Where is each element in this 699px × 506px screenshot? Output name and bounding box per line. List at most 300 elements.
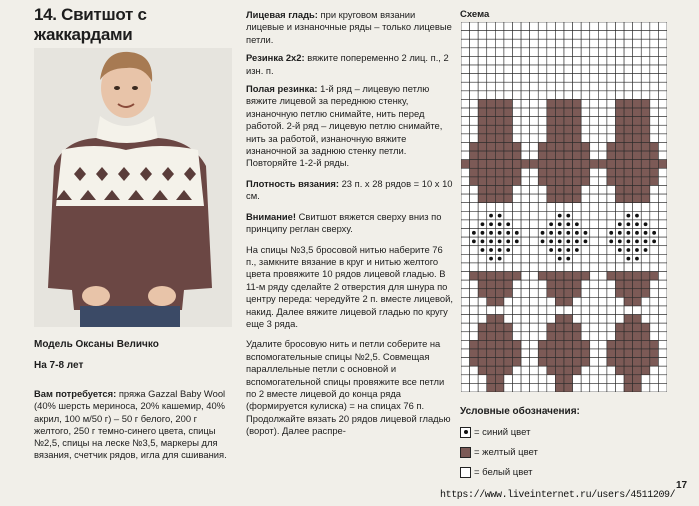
chart-cell	[530, 31, 539, 40]
chart-cell	[487, 263, 496, 272]
chart-cell	[530, 142, 539, 151]
chart-cell	[590, 289, 599, 298]
chart-cell	[633, 39, 642, 48]
chart-cell	[624, 203, 633, 212]
chart-cell	[538, 315, 547, 324]
chart-cell	[607, 48, 616, 57]
chart-cell	[590, 306, 599, 315]
chart-cell	[658, 142, 667, 151]
chart-cell	[573, 332, 582, 341]
chart-cell	[478, 366, 487, 375]
legend-item-blue	[460, 425, 530, 439]
chart-cell	[573, 168, 582, 177]
chart-cell	[598, 297, 607, 306]
chart-cell	[478, 280, 487, 289]
chart-cell	[616, 263, 625, 272]
chart-cell	[598, 142, 607, 151]
chart-cell	[581, 289, 590, 298]
chart-cell	[581, 31, 590, 40]
chart-cell	[513, 375, 522, 384]
chart-cell	[590, 142, 599, 151]
chart-cell	[650, 177, 659, 186]
chart-cell	[650, 297, 659, 306]
chart-cell	[530, 211, 539, 220]
chart-cell	[616, 280, 625, 289]
jacquard-chart	[461, 22, 667, 392]
chart-cell	[538, 142, 547, 151]
chart-cell	[658, 185, 667, 194]
chart-cell	[495, 366, 504, 375]
chart-cell	[658, 203, 667, 212]
chart-cell	[650, 220, 659, 229]
rib-paragraph	[246, 52, 454, 77]
chart-cell	[633, 168, 642, 177]
chart-cell	[607, 160, 616, 169]
chart-dot	[644, 240, 648, 244]
chart-dot	[618, 240, 622, 244]
chart-cell	[530, 375, 539, 384]
chart-cell	[547, 74, 556, 83]
chart-cell	[555, 22, 564, 31]
chart-cell	[530, 125, 539, 134]
chart-cell	[538, 134, 547, 143]
chart-dot	[618, 231, 622, 235]
chart-cell	[495, 315, 504, 324]
chart-cell	[633, 91, 642, 100]
chart-cell	[564, 82, 573, 91]
chart-cell	[658, 117, 667, 126]
chart-cell	[555, 168, 564, 177]
chart-cell	[581, 151, 590, 160]
chart-dot	[626, 240, 630, 244]
chart-cell	[607, 82, 616, 91]
chart-cell	[513, 185, 522, 194]
chart-cell	[581, 297, 590, 306]
chart-cell	[598, 151, 607, 160]
chart-cell	[564, 117, 573, 126]
chart-cell	[504, 134, 513, 143]
chart-cell	[624, 65, 633, 74]
chart-cell	[598, 306, 607, 315]
chart-dot	[566, 222, 570, 226]
chart-cell	[521, 358, 530, 367]
chart-cell	[495, 358, 504, 367]
chart-cell	[521, 340, 530, 349]
chart-cell	[573, 263, 582, 272]
chart-cell	[607, 125, 616, 134]
chart-cell	[598, 177, 607, 186]
chart-cell	[504, 263, 513, 272]
chart-cell	[461, 246, 470, 255]
chart-cell	[607, 280, 616, 289]
step2-paragraph: Удалите бросовую нить и петли соберите на вспомогательные спицы №2,5. Совмещая параллельные петли с основной и вспомогательной спицы провяжите все петли по 2 вместе лицевой до конца ряда (формируется кулиска) = на спицах 76 п. Продолжайте вязать 20 рядов лицевой гладью (ворот). Далее распре-	[246, 338, 451, 437]
chart-cell	[581, 56, 590, 65]
chart-cell	[581, 39, 590, 48]
chart-cell	[538, 151, 547, 160]
chart-cell	[650, 272, 659, 281]
chart-dot	[506, 240, 510, 244]
chart-cell	[478, 108, 487, 117]
chart-cell	[521, 263, 530, 272]
chart-cell	[598, 185, 607, 194]
chart-cell	[590, 375, 599, 384]
chart-cell	[658, 151, 667, 160]
chart-cell	[555, 366, 564, 375]
chart-cell	[555, 99, 564, 108]
chart-cell	[487, 39, 496, 48]
chart-cell	[487, 48, 496, 57]
chart-cell	[530, 263, 539, 272]
chart-dot	[489, 240, 493, 244]
chart-cell	[658, 280, 667, 289]
chart-cell	[487, 297, 496, 306]
chart-cell	[650, 65, 659, 74]
chart-cell	[581, 194, 590, 203]
chart-cell	[470, 31, 479, 40]
chart-cell	[573, 349, 582, 358]
chart-cell	[650, 82, 659, 91]
chart-cell	[478, 117, 487, 126]
chart-cell	[547, 160, 556, 169]
chart-cell	[530, 246, 539, 255]
chart-cell	[633, 272, 642, 281]
chart-cell	[658, 254, 667, 263]
chart-cell	[598, 375, 607, 384]
chart-dot	[489, 231, 493, 235]
chart-cell	[530, 272, 539, 281]
chart-cell	[633, 142, 642, 151]
chart-cell	[487, 383, 496, 392]
chart-cell	[590, 315, 599, 324]
chart-cell	[530, 74, 539, 83]
chart-cell	[624, 108, 633, 117]
chart-cell	[470, 48, 479, 57]
chart-cell	[616, 211, 625, 220]
chart-cell	[658, 375, 667, 384]
chart-cell	[461, 185, 470, 194]
chart-cell	[487, 168, 496, 177]
chart-cell	[581, 142, 590, 151]
chart-cell	[530, 220, 539, 229]
chart-cell	[616, 125, 625, 134]
chart-cell	[564, 31, 573, 40]
stockinette-paragraph	[246, 9, 454, 46]
chart-cell	[495, 56, 504, 65]
chart-cell	[513, 117, 522, 126]
chart-cell	[538, 31, 547, 40]
chart-cell	[607, 306, 616, 315]
chart-cell	[641, 306, 650, 315]
chart-cell	[547, 332, 556, 341]
chart-cell	[564, 185, 573, 194]
chart-cell	[573, 22, 582, 31]
watermark-url: https://www.liveinternet.ru/users/4511209/	[440, 490, 676, 501]
chart-cell	[513, 74, 522, 83]
chart-cell	[478, 203, 487, 212]
chart-cell	[624, 125, 633, 134]
chart-cell	[470, 99, 479, 108]
chart-cell	[573, 117, 582, 126]
chart-cell	[504, 297, 513, 306]
chart-cell	[658, 366, 667, 375]
chart-cell	[598, 349, 607, 358]
chart-cell	[555, 349, 564, 358]
chart-cell	[624, 134, 633, 143]
chart-cell	[521, 280, 530, 289]
chart-cell	[495, 185, 504, 194]
chart-cell	[581, 366, 590, 375]
chart-cell	[658, 349, 667, 358]
chart-dot	[626, 214, 630, 218]
chart-cell	[624, 74, 633, 83]
chart-cell	[581, 254, 590, 263]
chart-cell	[538, 65, 547, 74]
chart-cell	[470, 194, 479, 203]
chart-cell	[470, 315, 479, 324]
chart-cell	[513, 254, 522, 263]
chart-dot	[489, 214, 493, 218]
chart-cell	[470, 125, 479, 134]
chart-cell	[590, 323, 599, 332]
chart-cell	[633, 31, 642, 40]
chart-cell	[633, 194, 642, 203]
chart-cell	[607, 366, 616, 375]
chart-cell	[590, 194, 599, 203]
chart-cell	[650, 194, 659, 203]
chart-cell	[598, 48, 607, 57]
chart-cell	[495, 39, 504, 48]
chart-cell	[633, 340, 642, 349]
chart-cell	[504, 306, 513, 315]
legend-label-blue: = синий цвет	[474, 426, 531, 438]
chart-cell	[658, 340, 667, 349]
chart-cell	[495, 125, 504, 134]
chart-cell	[538, 177, 547, 186]
chart-cell	[624, 340, 633, 349]
chart-cell	[521, 229, 530, 238]
chart-cell	[581, 315, 590, 324]
chart-cell	[513, 22, 522, 31]
chart-cell	[538, 211, 547, 220]
chart-cell	[530, 177, 539, 186]
chart-cell	[555, 108, 564, 117]
chart-cell	[607, 349, 616, 358]
chart-cell	[547, 306, 556, 315]
chart-cell	[590, 272, 599, 281]
chart-cell	[478, 91, 487, 100]
chart-cell	[650, 91, 659, 100]
chart-cell	[495, 108, 504, 117]
chart-cell	[607, 323, 616, 332]
chart-dot	[575, 222, 579, 226]
chart-cell	[487, 203, 496, 212]
chart-cell	[658, 65, 667, 74]
chart-cell	[461, 340, 470, 349]
chart-cell	[650, 117, 659, 126]
chart-cell	[573, 323, 582, 332]
chart-cell	[590, 22, 599, 31]
chart-cell	[650, 289, 659, 298]
chart-cell	[530, 306, 539, 315]
chart-cell	[598, 246, 607, 255]
chart-cell	[633, 332, 642, 341]
chart-cell	[504, 375, 513, 384]
chart-cell	[573, 280, 582, 289]
chart-cell	[658, 99, 667, 108]
chart-cell	[487, 185, 496, 194]
rib-text: вяжите попеременно 2 лиц. п., 2 изн. п.	[246, 52, 449, 76]
chart-cell	[461, 211, 470, 220]
chart-dot	[506, 248, 510, 252]
chart-cell	[478, 263, 487, 272]
chart-cell	[573, 74, 582, 83]
chart-dot	[626, 222, 630, 226]
chart-cell	[487, 194, 496, 203]
stockinette-text: при круговом вязании лицевые и изнаночные ряды – только лицевые петли.	[246, 9, 452, 45]
chart-cell	[590, 280, 599, 289]
chart-cell	[658, 22, 667, 31]
chart-cell	[538, 160, 547, 169]
chart-cell	[616, 99, 625, 108]
chart-cell	[504, 254, 513, 263]
chart-cell	[641, 125, 650, 134]
chart-cell	[555, 65, 564, 74]
chart-cell	[470, 246, 479, 255]
chart-cell	[607, 91, 616, 100]
chart-cell	[538, 39, 547, 48]
chart-cell	[590, 263, 599, 272]
chart-cell	[530, 168, 539, 177]
chart-cell	[461, 56, 470, 65]
chart-dot	[472, 231, 476, 235]
chart-cell	[573, 358, 582, 367]
chart-cell	[633, 82, 642, 91]
chart-dot	[635, 231, 639, 235]
chart-cell	[538, 366, 547, 375]
chart-cell	[624, 82, 633, 91]
chart-cell	[470, 91, 479, 100]
chart-cell	[641, 31, 650, 40]
chart-cell	[487, 108, 496, 117]
chart-cell	[564, 375, 573, 384]
chart-cell	[598, 220, 607, 229]
chart-cell	[581, 375, 590, 384]
chart-cell	[590, 48, 599, 57]
chart-cell	[495, 349, 504, 358]
chart-cell	[504, 151, 513, 160]
chart-cell	[650, 340, 659, 349]
chart-cell	[513, 366, 522, 375]
chart-cell	[598, 91, 607, 100]
chart-cell	[581, 220, 590, 229]
chart-cell	[513, 56, 522, 65]
chart-cell	[547, 142, 556, 151]
chart-cell	[555, 142, 564, 151]
chart-dot	[515, 240, 519, 244]
chart-cell	[590, 203, 599, 212]
chart-cell	[521, 272, 530, 281]
chart-cell	[547, 185, 556, 194]
chart-cell	[530, 323, 539, 332]
chart-cell	[521, 332, 530, 341]
chart-cell	[461, 315, 470, 324]
chart-cell	[478, 160, 487, 169]
chart-cell	[573, 108, 582, 117]
chart-cell	[624, 349, 633, 358]
chart-cell	[616, 332, 625, 341]
chart-cell	[513, 151, 522, 160]
chart-dot	[644, 231, 648, 235]
chart-cell	[650, 366, 659, 375]
chart-cell	[478, 289, 487, 298]
chart-cell	[658, 168, 667, 177]
chart-cell	[581, 99, 590, 108]
chart-cell	[538, 280, 547, 289]
chart-cell	[555, 185, 564, 194]
legend-title: Условные обозначения:	[460, 406, 580, 417]
chart-cell	[607, 254, 616, 263]
chart-dot	[558, 257, 562, 261]
model-caption: Модель Оксаны Величко	[34, 339, 159, 350]
chart-cell	[470, 39, 479, 48]
chart-cell	[573, 134, 582, 143]
chart-cell	[581, 22, 590, 31]
chart-cell	[573, 125, 582, 134]
chart-cell	[616, 74, 625, 83]
chart-cell	[504, 203, 513, 212]
chart-cell	[650, 280, 659, 289]
chart-cell	[495, 48, 504, 57]
chart-cell	[478, 211, 487, 220]
chart-cell	[624, 289, 633, 298]
chart-cell	[564, 272, 573, 281]
chart-cell	[641, 323, 650, 332]
chart-cell	[470, 306, 479, 315]
chart-cell	[555, 272, 564, 281]
chart-dot	[498, 257, 502, 261]
chart-cell	[538, 254, 547, 263]
chart-cell	[478, 323, 487, 332]
chart-cell	[633, 65, 642, 74]
chart-cell	[555, 315, 564, 324]
chart-cell	[461, 375, 470, 384]
chart-cell	[607, 358, 616, 367]
chart-cell	[650, 74, 659, 83]
chart-cell	[581, 306, 590, 315]
chart-cell	[547, 117, 556, 126]
chart-cell	[495, 160, 504, 169]
chart-cell	[564, 151, 573, 160]
chart-cell	[521, 194, 530, 203]
chart-cell	[564, 297, 573, 306]
legend-label-white: = белый цвет	[474, 466, 533, 478]
chart-cell	[590, 229, 599, 238]
chart-cell	[573, 315, 582, 324]
chart-cell	[581, 65, 590, 74]
chart-cell	[538, 203, 547, 212]
chart-cell	[658, 48, 667, 57]
chart-cell	[650, 108, 659, 117]
chart-cell	[521, 168, 530, 177]
chart-cell	[461, 229, 470, 238]
chart-cell	[555, 134, 564, 143]
chart-cell	[616, 108, 625, 117]
chart-cell	[581, 349, 590, 358]
chart-cell	[521, 142, 530, 151]
page-title: 14. Свитшот с жаккардами	[34, 5, 147, 44]
chart-cell	[641, 48, 650, 57]
chart-cell	[547, 108, 556, 117]
